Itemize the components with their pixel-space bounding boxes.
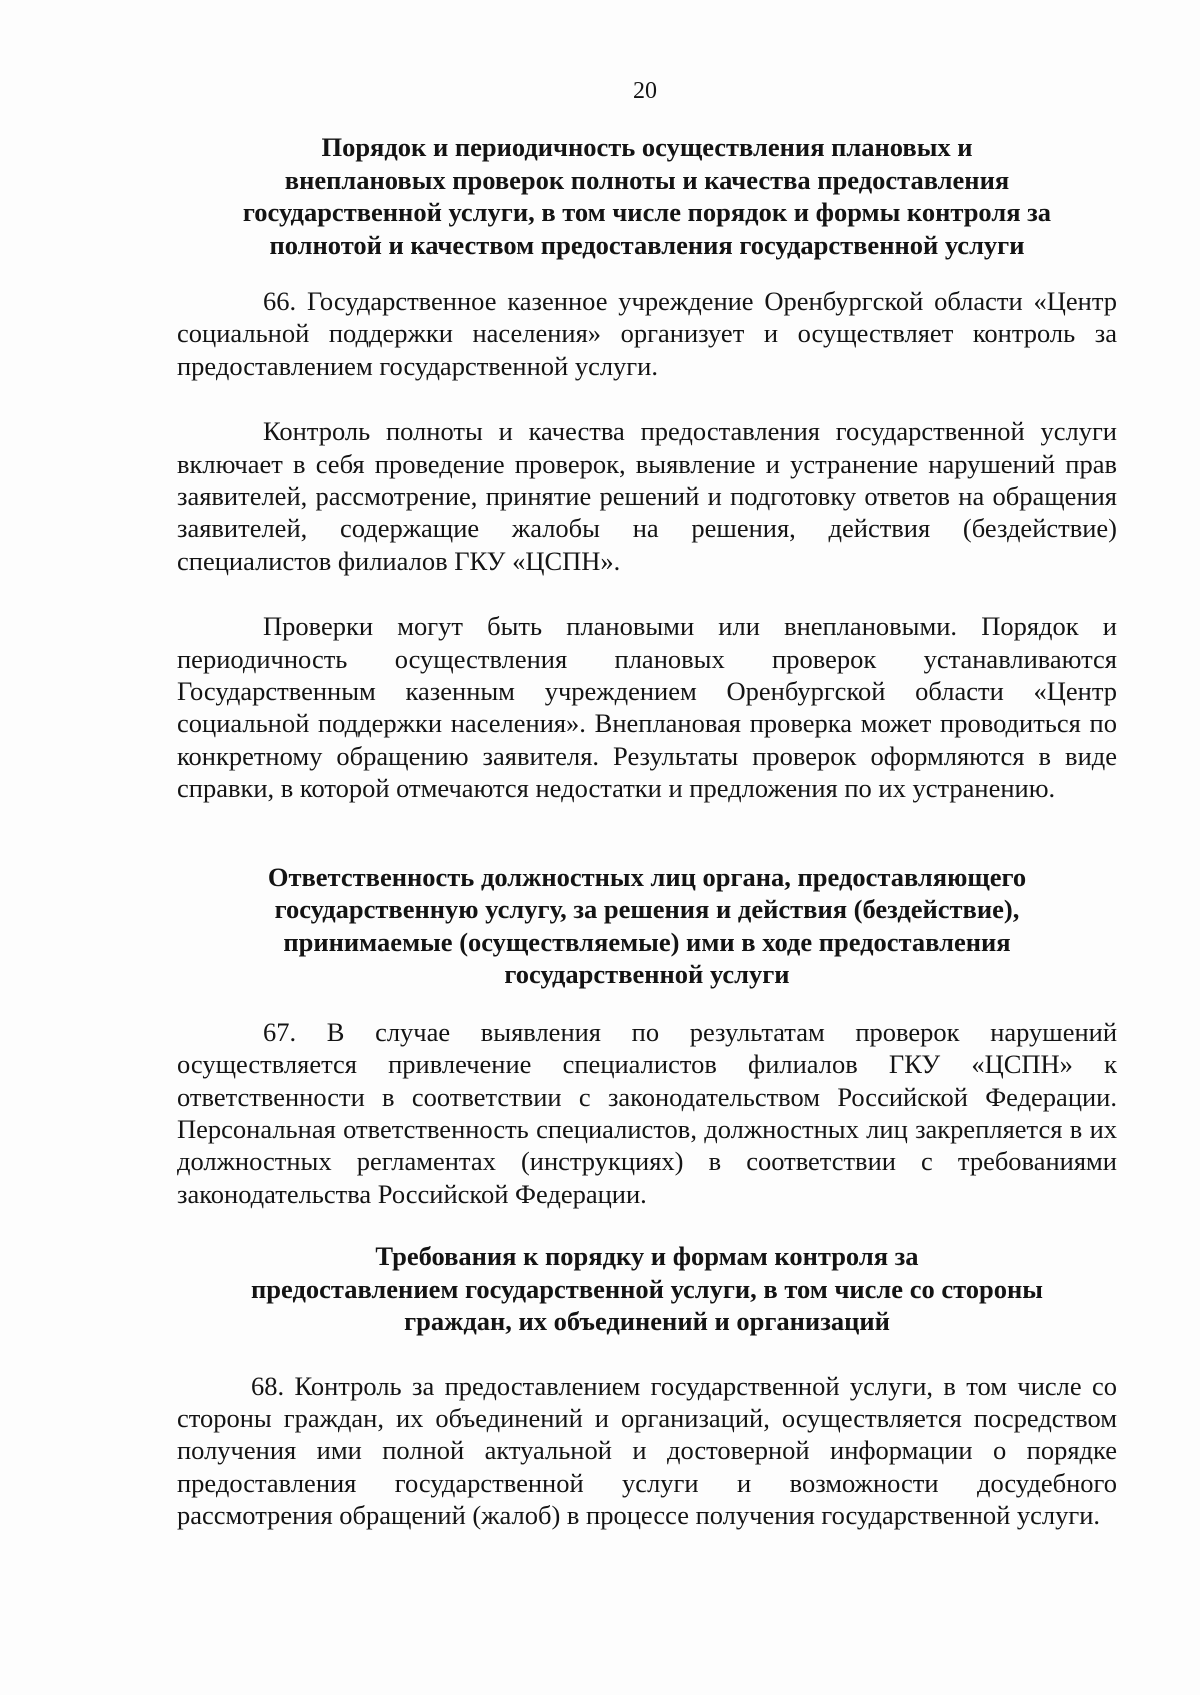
heading-line: граждан, их объединений и организаций	[404, 1306, 890, 1337]
heading-line: полнотой и качеством предоставления государственной услуги	[269, 229, 1025, 260]
paragraph-control-scope: Контроль полноты и качества предоставления государственной услуги включает в себя проведение проверок, выявление и устранение нарушений прав заявителей, рассмотрение, принятие решений и подготовку ответов на обращения заявителей, содержащие жалобы на решения, действия (бездействие) специалистов филиалов ГКУ «ЦСПН».	[177, 416, 1117, 576]
heading-line: государственной услуги	[504, 959, 790, 990]
heading-line: внеплановых проверок полноты и качества предоставления	[284, 164, 1010, 195]
heading-line: Ответственность должностных лиц органа, предоставляющего	[267, 861, 1027, 892]
heading-line: Требования к порядку и формам контроля за	[375, 1241, 919, 1272]
heading-line: государственную услугу, за решения и действия (бездействие),	[274, 894, 1020, 925]
section-heading-inspections	[177, 131, 1117, 261]
paragraph-inspection-types: Проверки могут быть плановыми или внеплановыми. Порядок и периодичность осуществления плановых проверок устанавливаются Государственным казенным учреждением Оренбургской области «Центр социальной поддержки населения». Внеплановая проверка может проводиться по конкретному обращению заявителя. Результаты проверок оформляются в виде справки, в которой отмечаются недостатки и предложения по их устранению.	[177, 611, 1117, 804]
paragraph-67: 67. В случае выявления по результатам проверок нарушений осуществляется привлечение специалистов филиалов ГКУ «ЦСПН» к ответственности в соответствии с законодательством Российской Федерации. Персональная ответственность специалистов, должностных лиц закрепляется в их должностных регламентах (инструкциях) в соответствии с требованиями законодательства Российской Федерации.	[177, 1016, 1117, 1209]
document-body	[177, 131, 1117, 1532]
paragraph-68: 68. Контроль за предоставлением государственной услуги, в том числе со стороны граждан, их объединений и организаций, осуществляется посредством получения ими полной актуальной и достоверной информации о порядке предоставления государственной услуги и возможности досудебного рассмотрения обращений (жалоб) в процессе получения государственной услуги.	[177, 1370, 1117, 1531]
heading-line: государственной услуги, в том числе порядок и формы контроля за	[242, 197, 1052, 227]
section-heading-responsibility	[177, 861, 1117, 991]
section-heading-control-requirements	[177, 1240, 1117, 1338]
paragraph-66: 66. Государственное казенное учреждение Оренбургской области «Центр социальной поддержки населения» организует и осуществляет контроль за предоставлением государственной услуги.	[177, 286, 1117, 381]
heading-line: принимаемые (осуществляемые) ими в ходе предоставления	[283, 926, 1011, 957]
heading-line: предоставлением государственной услуги, в том числе со стороны	[251, 1273, 1043, 1304]
heading-line: Порядок и периодичность осуществления плановых и	[321, 132, 973, 162]
page-number: 20	[633, 78, 657, 104]
